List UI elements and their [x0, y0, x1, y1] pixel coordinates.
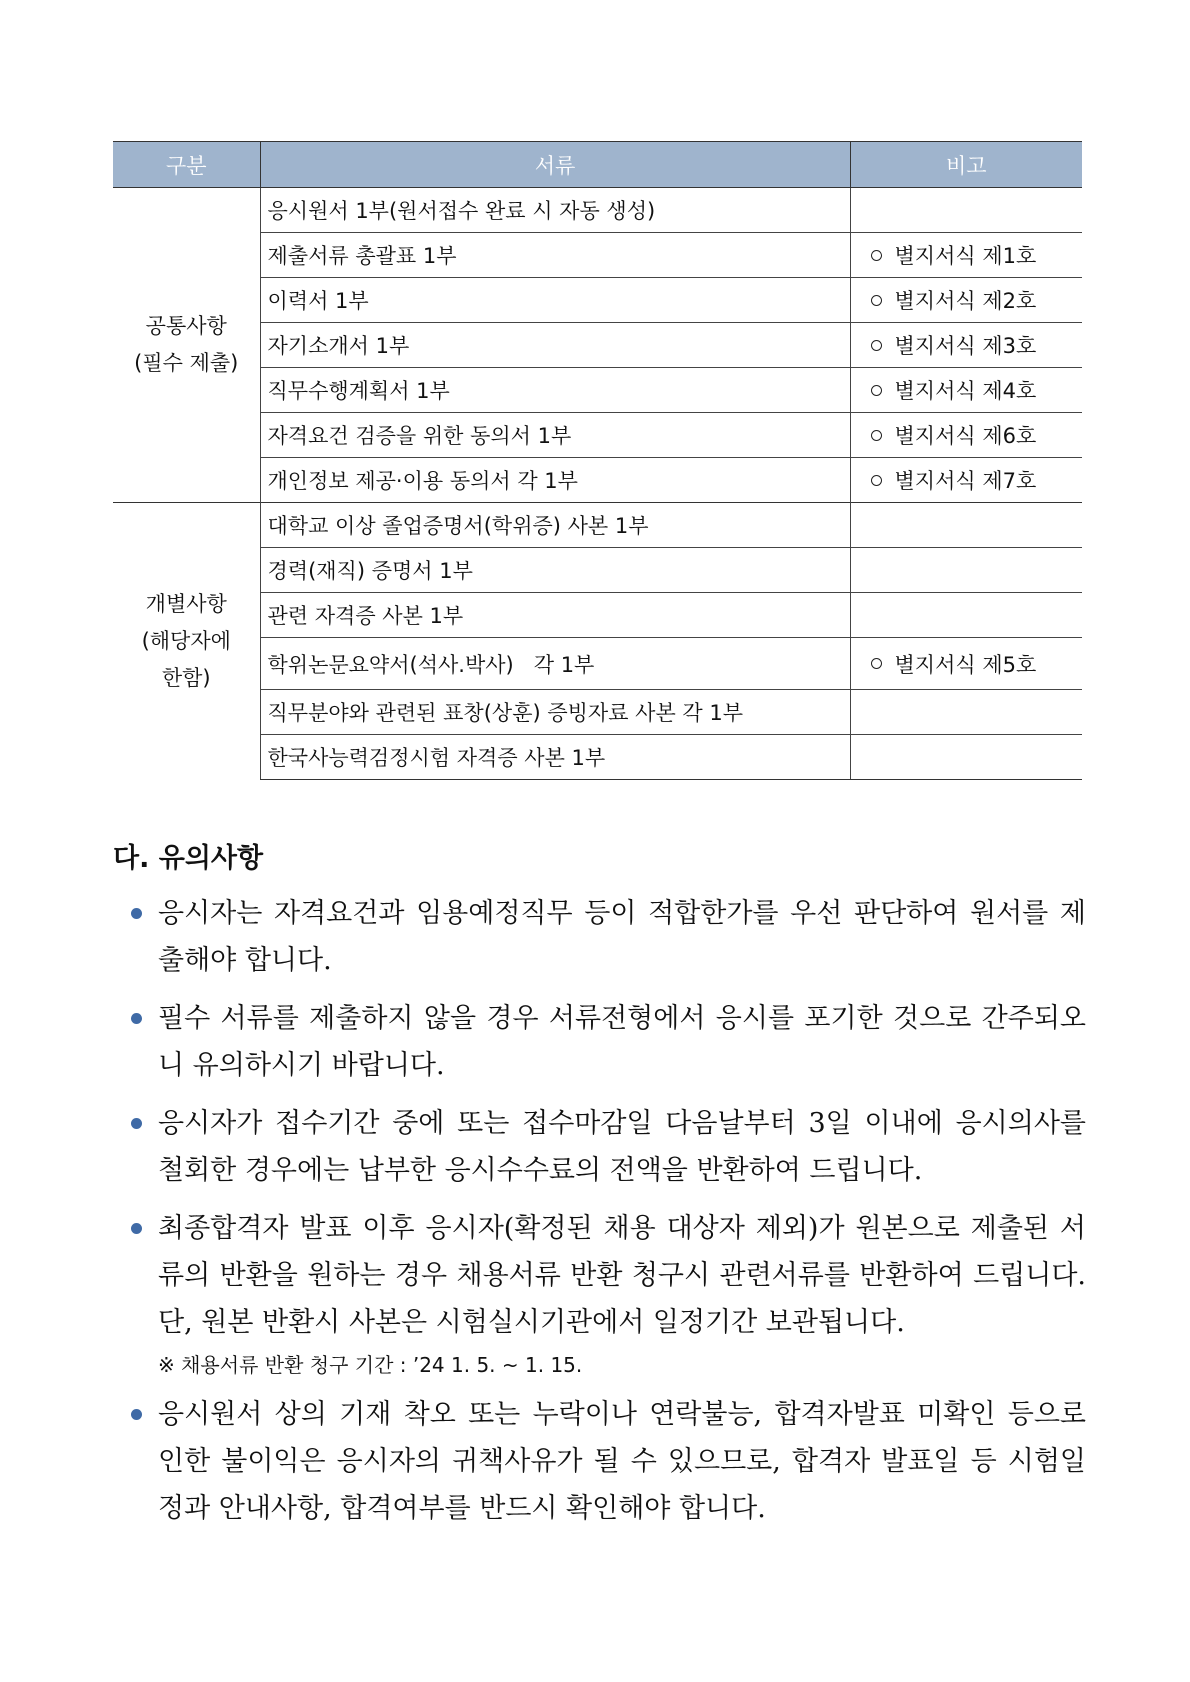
notice-item: [131, 1100, 1086, 1194]
document-cell: 제출서류 총괄표 1부: [260, 233, 850, 278]
remark-cell: [850, 503, 1082, 548]
remark-cell: [850, 638, 1082, 690]
section-title: 다. 유의사항: [113, 843, 264, 874]
circle-bullet-icon: [871, 340, 882, 351]
group-label: 개별사항 (해당자에 한함): [113, 503, 260, 780]
notice-text: 필수 서류를 제출하지 않을 경우 서류전형에서 응시를 포기한 것으로 간주되오니 유의하시기 바랍니다.: [158, 1003, 1086, 1081]
document-cell: 자기소개서 1부: [260, 323, 850, 368]
document-cell: 경력(재직) 증명서 1부: [260, 548, 850, 593]
notice-list: [131, 890, 1086, 1543]
remark-cell: [850, 323, 1082, 368]
notice-text: 응시자는 자격요건과 임용예정직무 등이 적합한가를 우선 판단하여 원서를 제출해야 합니다.: [158, 898, 1086, 976]
circle-bullet-icon: [871, 475, 882, 486]
notice-item: [131, 1205, 1086, 1380]
circle-bullet-icon: [871, 430, 882, 441]
notice-item: [131, 1391, 1086, 1532]
circle-bullet-icon: [871, 295, 882, 306]
document-cell: 이력서 1부: [260, 278, 850, 323]
remark-text: 별지서식 제6호: [894, 424, 1037, 448]
bullet-dot-icon: [131, 1409, 142, 1420]
table-header-row: [113, 142, 1082, 188]
remark-text: 별지서식 제3호: [894, 334, 1037, 358]
document-cell: 대학교 이상 졸업증명서(학위증) 사본 1부: [260, 503, 850, 548]
table-row: [113, 188, 1082, 233]
notice-text: 최종합격자 발표 이후 응시자(확정된 채용 대상자 제외)가 원본으로 제출된 서류의 반환을 원하는 경우 채용서류 반환 청구시 관련서류를 반환하여 드립니다. 단, 원본 반환시 사본은 시험실시기관에서 일정기간 보관됩니다.: [158, 1213, 1086, 1338]
bullet-dot-icon: [131, 1118, 142, 1129]
document-cell: 직무수행계획서 1부: [260, 368, 850, 413]
document-cell: 자격요건 검증을 위한 동의서 1부: [260, 413, 850, 458]
remark-cell: [850, 278, 1082, 323]
remark-text: 별지서식 제1호: [894, 244, 1037, 268]
remark-cell: [850, 368, 1082, 413]
notice-item: [131, 995, 1086, 1089]
document-cell: 응시원서 1부(원서접수 완료 시 자동 생성): [260, 188, 850, 233]
notice-subnote: ※ 채용서류 반환 청구 기간 : ’24 1. 5. ~ 1. 15.: [158, 1353, 583, 1377]
document-cell: 학위논문요약서(석사.박사) 각 1부: [260, 638, 850, 690]
circle-bullet-icon: [871, 658, 882, 669]
notice-item: [131, 890, 1086, 984]
remark-text: 별지서식 제4호: [894, 379, 1037, 403]
header-category: 구분: [113, 142, 260, 188]
circle-bullet-icon: [871, 250, 882, 261]
documents-table: [113, 141, 1082, 780]
header-remarks: 비고: [850, 142, 1082, 188]
remark-text: 별지서식 제5호: [894, 652, 1037, 677]
remark-cell: [850, 593, 1082, 638]
table-row: [113, 503, 1082, 548]
notice-text: 응시자가 접수기간 중에 또는 접수마감일 다음날부터 3일 이내에 응시의사를 철회한 경우에는 납부한 응시수수료의 전액을 반환하여 드립니다.: [158, 1108, 1086, 1186]
remark-cell: [850, 735, 1082, 780]
remark-text: 별지서식 제2호: [894, 289, 1037, 313]
bullet-dot-icon: [131, 908, 142, 919]
bullet-dot-icon: [131, 1013, 142, 1024]
bullet-dot-icon: [131, 1223, 142, 1234]
circle-bullet-icon: [871, 385, 882, 396]
remark-cell: [850, 233, 1082, 278]
group-label: 공통사항 (필수 제출): [113, 188, 260, 503]
document-cell: 한국사능력검정시험 자격증 사본 1부: [260, 735, 850, 780]
remark-text: 별지서식 제7호: [894, 469, 1037, 493]
document-cell: 개인정보 제공·이용 동의서 각 1부: [260, 458, 850, 503]
notice-text: 응시원서 상의 기재 착오 또는 누락이나 연락불능, 합격자발표 미확인 등으로 인한 불이익은 응시자의 귀책사유가 될 수 있으므로, 합격자 발표일 등 시험일정과 안내사항, 합격여부를 반드시 확인해야 합니다.: [158, 1399, 1086, 1524]
remark-cell: [850, 458, 1082, 503]
header-documents: 서류: [260, 142, 850, 188]
remark-cell: [850, 690, 1082, 735]
document-cell: 관련 자격증 사본 1부: [260, 593, 850, 638]
document-cell: 직무분야와 관련된 표창(상훈) 증빙자료 사본 각 1부: [260, 690, 850, 735]
remark-cell: [850, 188, 1082, 233]
remark-cell: [850, 548, 1082, 593]
remark-cell: [850, 413, 1082, 458]
